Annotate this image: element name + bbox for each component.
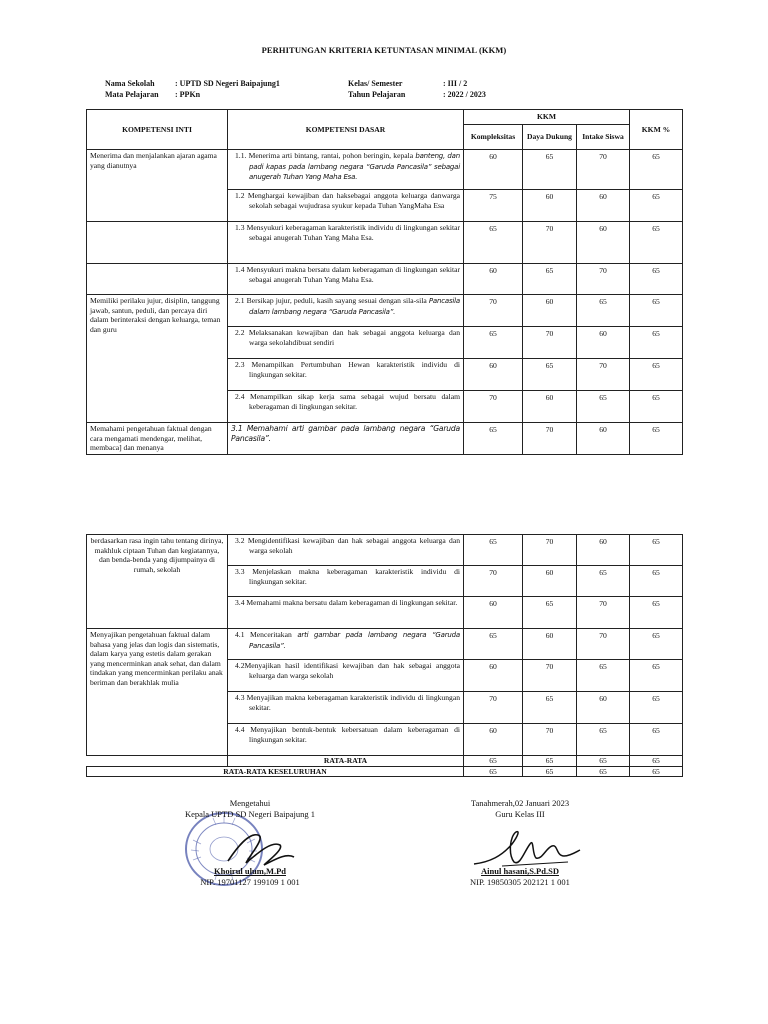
kkm-table-page2 — [86, 534, 683, 777]
intake-cell: 60 — [577, 190, 630, 222]
kd-cell: 4.3 Menyajikan makna keberagaman karakteristik individu di lingkungan sekitar. — [228, 692, 464, 724]
teacher-signature-icon — [472, 826, 582, 871]
kd-cell: 2.1 Bersikap jujur, peduli, kasih sayang sesuai dengan sila-sila Pancasila dalam lambang negara “Garuda Pancasila”. — [228, 295, 464, 327]
kkm-cell: 65 — [630, 597, 683, 629]
daya-dukung-cell: 60 — [523, 629, 577, 660]
daya-dukung-cell: 70 — [523, 724, 577, 756]
daya-dukung-cell: 65 — [523, 359, 577, 391]
kompleksitas-cell: 60 — [464, 264, 523, 295]
kompleksitas-cell: 65 — [464, 629, 523, 660]
kd-cell: 1.4 Mensyukuri makna bersatu dalam keberagaman di lingkungan sekitar sebagai anugerah Tuhan Yang Maha Esa. — [228, 264, 464, 295]
rata-keseluruhan-label: RATA-RATA KESELURUHAN — [87, 766, 464, 777]
rata-rata-kompleksitas: 65 — [464, 756, 523, 767]
kd-cell: 3.4 Memahami makna bersatu dalam keberagaman di lingkungan sekitar. — [228, 597, 464, 629]
year-value: : 2022 / 2023 — [443, 90, 486, 99]
teacher-title: Guru Kelas III — [495, 809, 545, 819]
kd-cell: 1.3 Mensyukuri keberagaman karakteristik individu di lingkungan sekitar sebagai anugerah Tuhan Yang Maha Esa. — [228, 222, 464, 264]
daya-dukung-cell: 65 — [523, 692, 577, 724]
kompleksitas-cell: 70 — [464, 692, 523, 724]
kkm-cell: 65 — [630, 660, 683, 692]
intake-cell: 65 — [577, 391, 630, 423]
daya-dukung-cell: 70 — [523, 660, 577, 692]
school-label: Nama Sekolah — [105, 79, 155, 88]
kkm-cell: 65 — [630, 692, 683, 724]
kd-cell: 4.1 Menceritakan arti gambar pada lambang negara “Garuda Pancasila”. — [228, 629, 464, 660]
kkm-cell: 65 — [630, 327, 683, 359]
kd-cell: 4.4 Menyajikan bentuk-bentuk kebersatuan dalam keberagaman di lingkungan sekitar. — [228, 724, 464, 756]
header-kkm-percent: KKM % — [630, 110, 683, 150]
kkm-cell: 65 — [630, 724, 683, 756]
intake-cell: 70 — [577, 264, 630, 295]
rata-rata-label: RATA-RATA — [228, 756, 464, 767]
headmaster-name: Khoirul ulum,M.Pd — [213, 866, 287, 876]
kkm-cell: 65 — [630, 222, 683, 264]
headmaster-id — [150, 866, 350, 888]
class-value: : III / 2 — [443, 79, 468, 88]
daya-dukung-cell: 65 — [523, 597, 577, 629]
header-kompleksitas: Kompleksitas — [464, 125, 523, 150]
rata-keseluruhan-kompleksitas: 65 — [464, 766, 523, 777]
rata-keseluruhan-intake: 65 — [577, 766, 630, 777]
ki-cell-empty — [87, 264, 228, 295]
rata-keseluruhan-kkm: 65 — [630, 766, 683, 777]
daya-dukung-cell: 60 — [523, 190, 577, 222]
rata-rata-intake: 65 — [577, 756, 630, 767]
kkm-cell: 65 — [630, 391, 683, 423]
rata-rata-kkm: 65 — [630, 756, 683, 767]
intake-cell: 65 — [577, 295, 630, 327]
kkm-cell: 65 — [630, 629, 683, 660]
kd-cell: 4.2Menyajikan hasil identifikasi kewajiban dan hak sebagai anggota keluarga dan warga sekolah — [228, 660, 464, 692]
subject-label: Mata Pelajaran — [105, 90, 159, 99]
year-label: Tahun Pelajaran — [348, 90, 406, 99]
daya-dukung-cell: 70 — [523, 423, 577, 455]
intake-cell: 60 — [577, 327, 630, 359]
kd-cell: 2.2 Melaksanakan kewajiban dan hak sebagai anggota keluarga dan warga sekolahdibuat sendiri — [228, 327, 464, 359]
kompleksitas-cell: 60 — [464, 660, 523, 692]
class-info — [348, 78, 486, 100]
place-date: Tanahmerah,02 Januari 2023 — [470, 798, 570, 808]
daya-dukung-cell: 70 — [523, 222, 577, 264]
intake-cell: 70 — [577, 597, 630, 629]
intake-cell: 70 — [577, 359, 630, 391]
ki-cell: berdasarkan rasa ingin tahu tentang dirinya, makhluk ciptaan Tuhan dan kegiatannya, dan benda-benda yang dijumpainya di rumah, sekolah — [87, 535, 228, 629]
kkm-cell: 65 — [630, 359, 683, 391]
daya-dukung-cell: 70 — [523, 535, 577, 566]
kompleksitas-cell: 60 — [464, 724, 523, 756]
daya-dukung-cell: 65 — [523, 264, 577, 295]
kompleksitas-cell: 70 — [464, 391, 523, 423]
kompleksitas-cell: 70 — [464, 566, 523, 597]
header-kompetensi-dasar: KOMPETENSI DASAR — [228, 110, 464, 150]
daya-dukung-cell: 65 — [523, 150, 577, 190]
kompleksitas-cell: 60 — [464, 597, 523, 629]
kompleksitas-cell: 60 — [464, 150, 523, 190]
teacher-name: Ainul hasani,S.Pd.SD — [481, 866, 559, 876]
intake-cell: 60 — [577, 222, 630, 264]
intake-cell: 60 — [577, 692, 630, 724]
intake-cell: 65 — [577, 566, 630, 597]
kd-cell: 1.2 Menghargai kewajiban dan haksebagai anggota keluarga danwarga sekolah sebagai wujudrasa syukur kepada Tuhan YangMaha Esa — [228, 190, 464, 222]
subject-value: : PPKn — [175, 90, 201, 99]
school-info — [105, 78, 280, 100]
header-kompetensi-inti: KOMPETENSI INTI — [87, 110, 228, 150]
headmaster-title: Kepala UPTD SD Negeri Baipajung 1 — [184, 809, 316, 819]
ki-cell: Memahami pengetahuan faktual dengan cara mengamati mendengar, melihat, membaca] dan menanya — [87, 423, 228, 455]
kompleksitas-cell: 65 — [464, 535, 523, 566]
teacher-id — [420, 866, 620, 888]
kkm-table-page1 — [86, 109, 683, 455]
intake-cell: 70 — [577, 150, 630, 190]
daya-dukung-cell: 70 — [523, 327, 577, 359]
kd-cell: 3.2 Mengidentifikasi kewajiban dan hak sebagai anggota keluarga dan warga sekolah — [228, 535, 464, 566]
headmaster-block — [150, 798, 350, 820]
kompleksitas-cell: 75 — [464, 190, 523, 222]
kompleksitas-cell: 70 — [464, 295, 523, 327]
kkm-cell: 65 — [630, 566, 683, 597]
header-daya-dukung: Daya Dukung — [523, 125, 577, 150]
document-title: PERHITUNGAN KRITERIA KETUNTASAN MINIMAL (KKM) — [261, 45, 507, 55]
kkm-cell: 65 — [630, 264, 683, 295]
kkm-cell: 65 — [630, 295, 683, 327]
ki-cell-empty — [87, 222, 228, 264]
kd-cell: 1.1. Menerima arti bintang, rantai, pohon beringin, kepala banteng, dan padi kapas pada lambang negara “Garuda Pancasila” sebagai anugerah Tuhan Yang Maha Esa. — [228, 150, 464, 190]
ki-cell: Menerima dan menjalankan ajaran agama yang dianutnya — [87, 150, 228, 222]
rata-rata-daya-dukung: 65 — [523, 756, 577, 767]
kompleksitas-cell: 65 — [464, 222, 523, 264]
intake-cell: 60 — [577, 535, 630, 566]
header-kkm: KKM — [464, 110, 630, 125]
headmaster-nip: NIP. 19701127 199109 1 001 — [200, 877, 300, 887]
ki-cell: Menyajikan pengetahuan faktual dalam bahasa yang jelas dan logis dan sistematis, dalam karya yang estetis dalam gerakan yang mencerminkan anak sehat, dan dalam tindakan yang mencerminkan perilaku anak beriman dan berakhlak mulia — [87, 629, 228, 756]
daya-dukung-cell: 60 — [523, 295, 577, 327]
kd-cell: 2.3 Menampilkan Pertumbuhan Hewan karakteristik individu di lingkungan sekitar. — [228, 359, 464, 391]
header-intake-siswa: Intake Siswa — [577, 125, 630, 150]
kd-cell: 2.4 Menampilkan sikap kerja sama sebagai wujud bersatu dalam keberagaman di lingkungan sekitar. — [228, 391, 464, 423]
teacher-nip: NIP. 19850305 202121 1 001 — [470, 877, 570, 887]
rata-spacer — [87, 756, 228, 767]
intake-cell: 65 — [577, 724, 630, 756]
rata-keseluruhan-daya-dukung: 65 — [523, 766, 577, 777]
school-value: : UPTD SD Negeri Baipajung1 — [175, 79, 280, 88]
intake-cell: 70 — [577, 629, 630, 660]
daya-dukung-cell: 60 — [523, 566, 577, 597]
daya-dukung-cell: 60 — [523, 391, 577, 423]
kkm-cell: 65 — [630, 423, 683, 455]
kd-cell: 3.3 Menjelaskan makna keberagaman karakteristik individu di lingkungan sekitar. — [228, 566, 464, 597]
kompleksitas-cell: 65 — [464, 327, 523, 359]
kompleksitas-cell: 65 — [464, 423, 523, 455]
class-label: Kelas/ Semester — [348, 79, 403, 88]
teacher-block — [420, 798, 620, 820]
intake-cell: 60 — [577, 423, 630, 455]
kkm-cell: 65 — [630, 535, 683, 566]
acknowledge-text: Mengetahui — [229, 798, 271, 808]
kompleksitas-cell: 60 — [464, 359, 523, 391]
intake-cell: 65 — [577, 660, 630, 692]
kd-cell: 3.1 Memahami arti gambar pada lambang negara “Garuda Pancasila”. — [228, 423, 464, 455]
kkm-cell: 65 — [630, 190, 683, 222]
ki-cell: Memiliki perilaku jujur, disiplin, tanggung jawab, santun, peduli, dan percaya diri dalam berinteraksi dengan keluarga, teman dan guru — [87, 295, 228, 423]
kkm-cell: 65 — [630, 150, 683, 190]
